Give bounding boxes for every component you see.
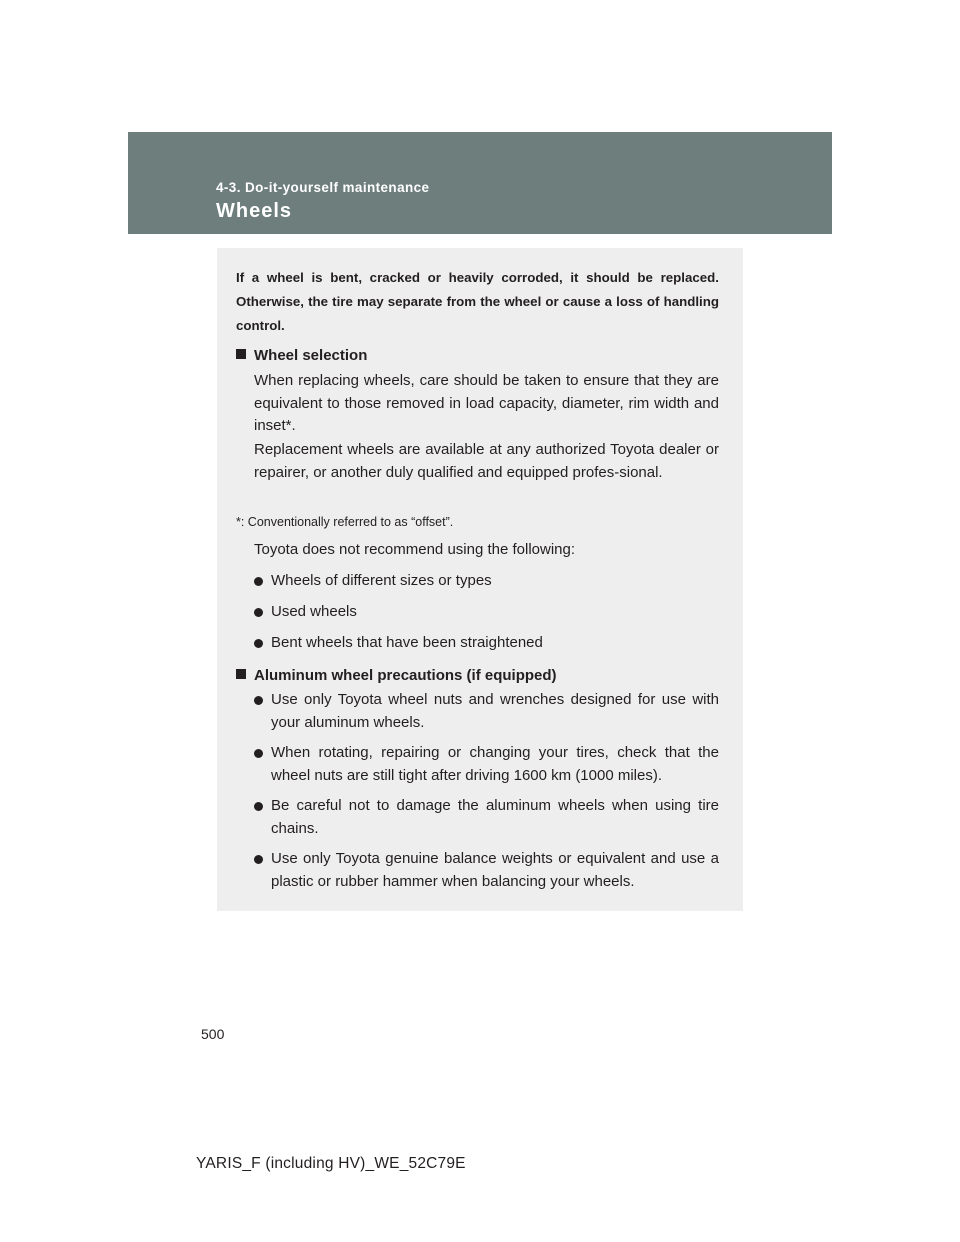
offset-footnote: *: Conventionally referred to as “offset”.: [236, 515, 454, 529]
bullet-dot-icon: [254, 802, 263, 811]
list-item: Wheels of different sizes or types: [254, 570, 719, 593]
footer-document-code: YARIS_F (including HV)_WE_52C79E: [196, 1155, 466, 1172]
aluminum-heading: [236, 665, 557, 687]
bullet-dot-icon: [254, 749, 263, 758]
bullet-dot-icon: [254, 577, 263, 586]
bullet-dot-icon: [254, 639, 263, 648]
bullet-dot-icon: [254, 608, 263, 617]
aluminum-heading-text: Aluminum wheel precautions (if equipped): [254, 667, 557, 684]
wheel-selection-para-1: When replacing wheels, care should be taken to ensure that they are equivalent to those removed in load capacity, diameter, rim width and inset*.: [254, 372, 719, 435]
content-box: [217, 248, 743, 911]
list-item: Be careful not to damage the aluminum wheels when using tire chains.: [254, 795, 719, 840]
bullet-dot-icon: [254, 696, 263, 705]
list-item: When rotating, repairing or changing your tires, check that the wheel nuts are still tight after driving 1600 km (1000 miles).: [254, 742, 719, 787]
page-title: Wheels: [216, 200, 293, 222]
list-item: Used wheels: [254, 601, 719, 624]
square-bullet-icon: [236, 669, 246, 679]
page-number: 500: [201, 1026, 225, 1042]
not-recommended-text: Toyota does not recommend using the following:: [254, 541, 576, 558]
section-label: 4-3. Do-it-yourself maintenance: [216, 180, 430, 195]
list-item: Use only Toyota genuine balance weights or equivalent and use a plastic or rubber hammer when balancing your wheels.: [254, 848, 719, 893]
list-item: Bent wheels that have been straightened: [254, 632, 719, 655]
square-bullet-icon: [236, 349, 246, 359]
wheel-selection-heading-text: Wheel selection: [254, 347, 368, 364]
wheel-selection-para-2: Replacement wheels are available at any authorized Toyota dealer or repairer, or another duly qualified and equipped profes-sional.: [254, 441, 719, 481]
intro-text: If a wheel is bent, cracked or heavily corroded, it should be replaced. Otherwise, the tire may separate from the wheel or cause a loss of handling control.: [236, 270, 719, 333]
wheel-selection-heading: [236, 345, 367, 367]
bullet-dot-icon: [254, 855, 263, 864]
list-item: Use only Toyota wheel nuts and wrenches designed for use with your aluminum wheels.: [254, 689, 719, 734]
header-band: [128, 132, 832, 234]
